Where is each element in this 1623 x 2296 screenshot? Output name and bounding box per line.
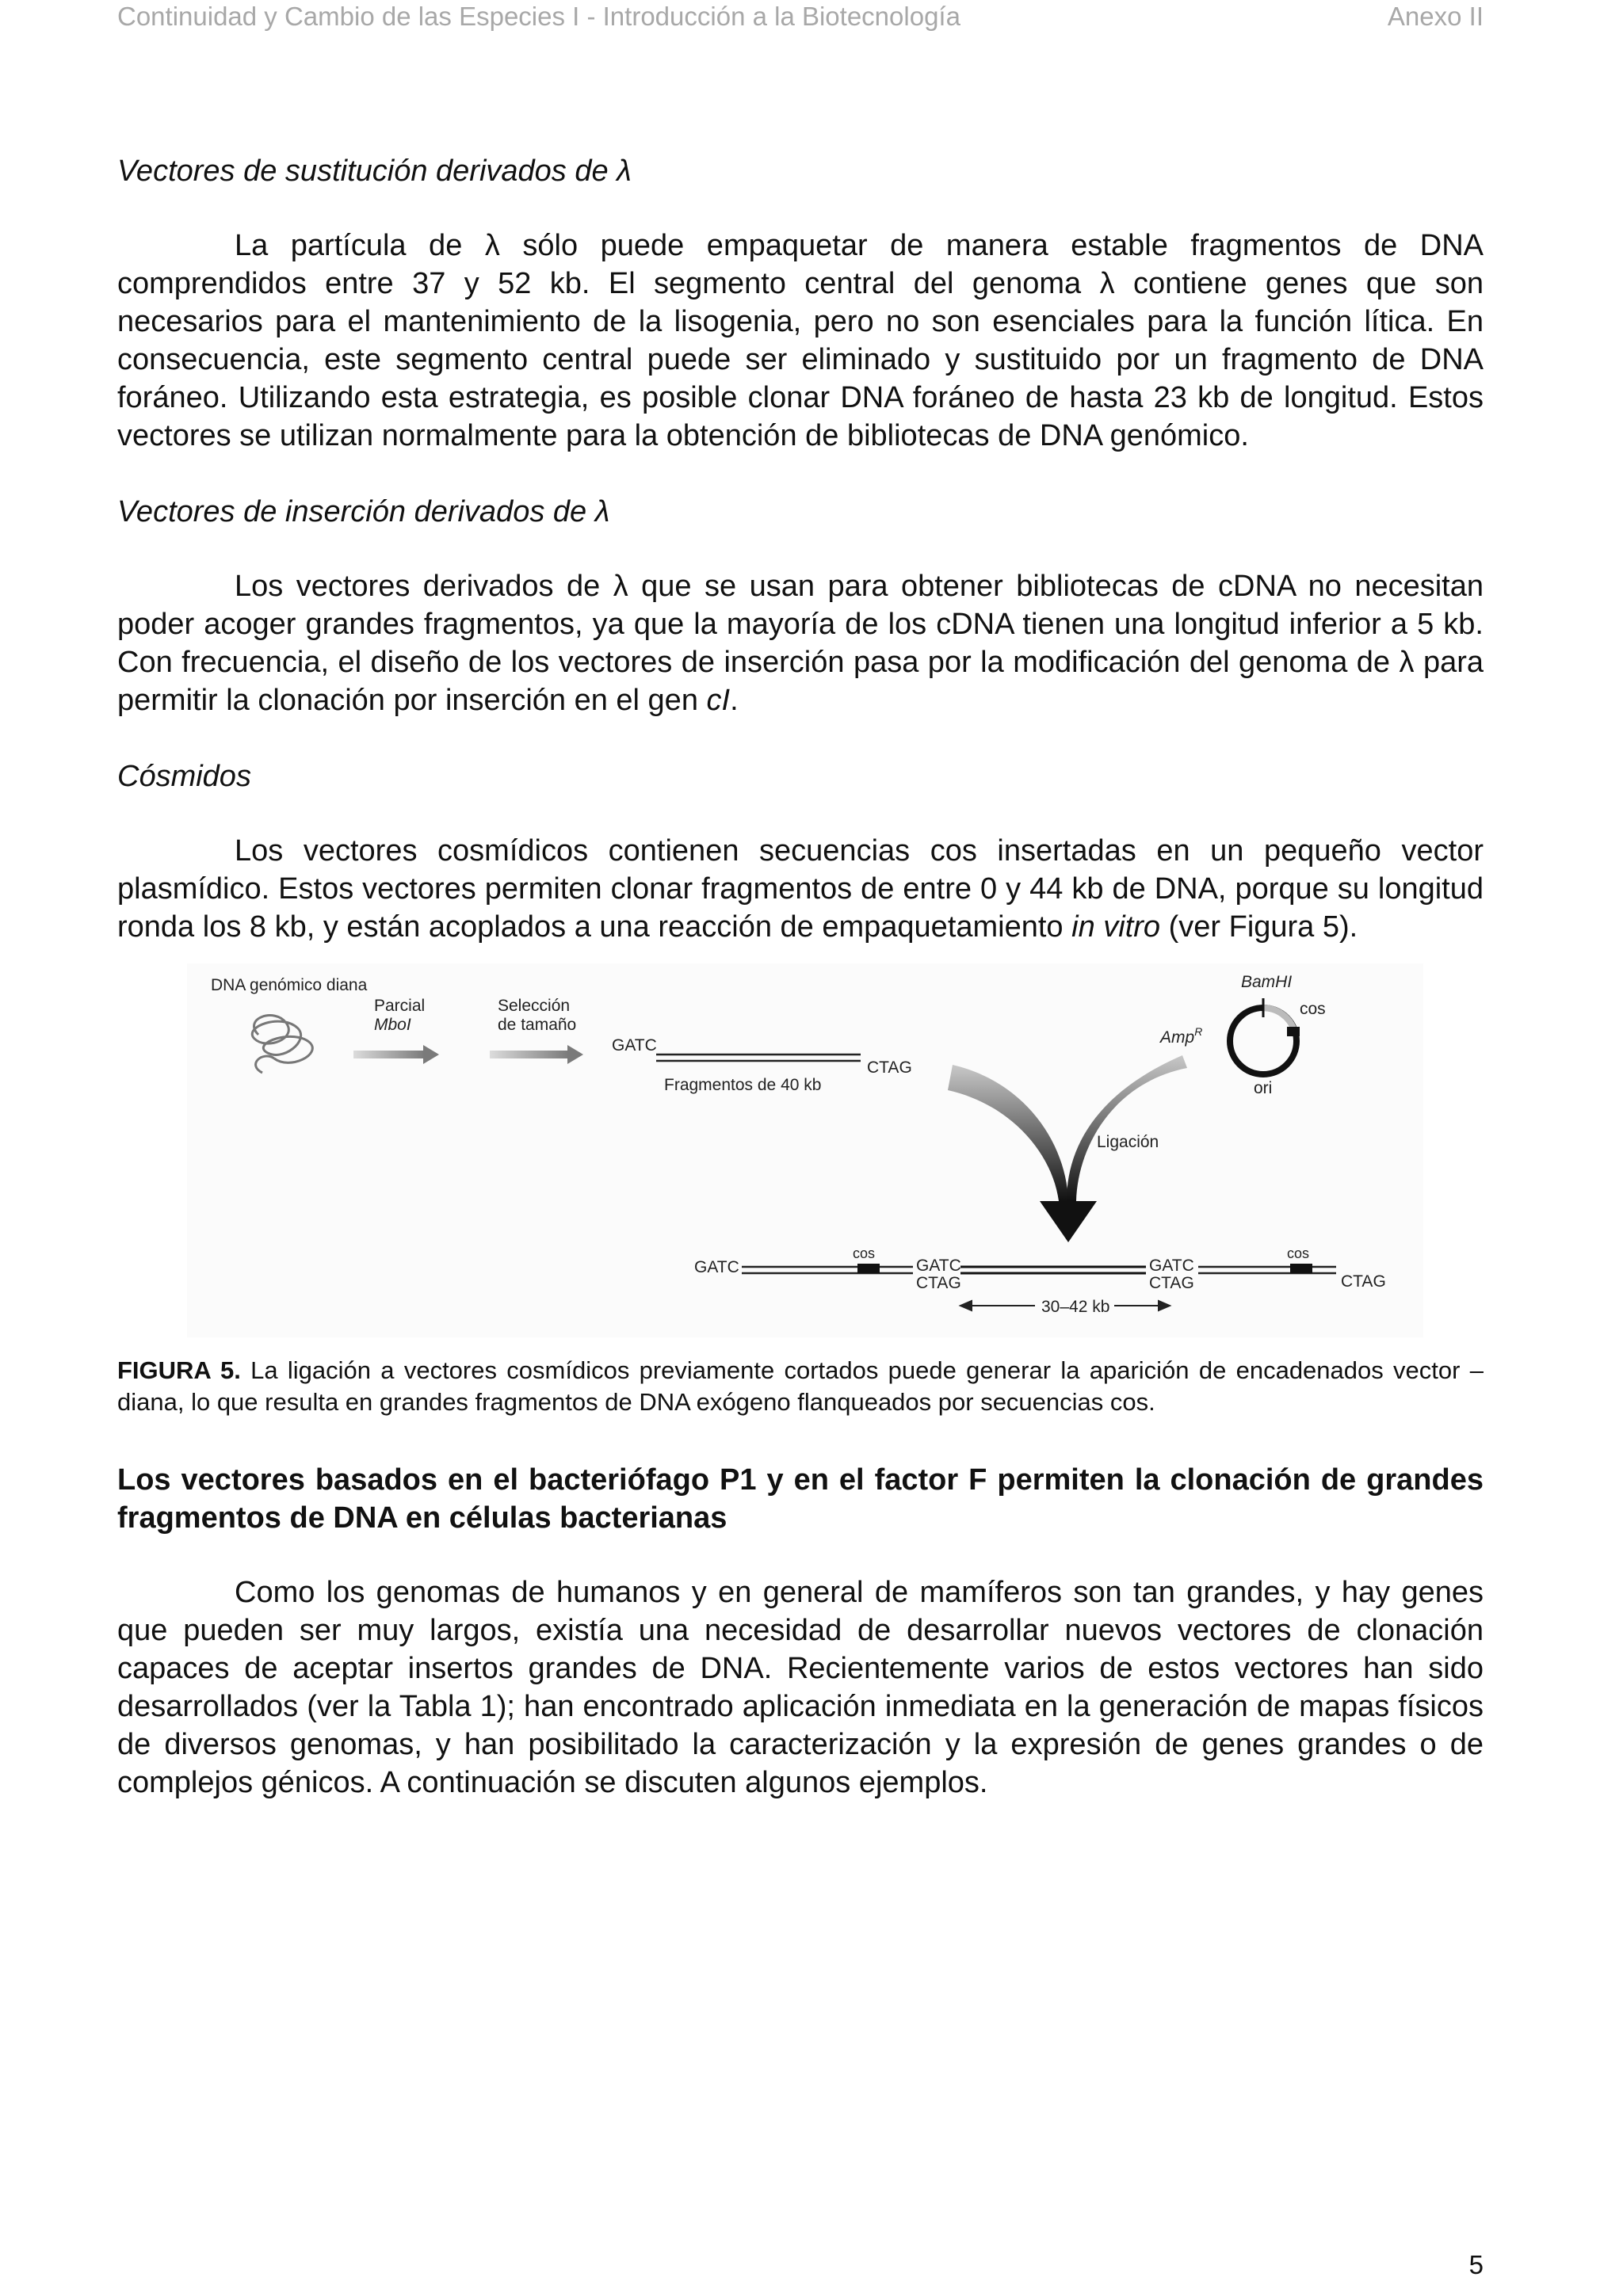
amp-text: Amp [1160, 1028, 1195, 1047]
in-vitro-term: in vitro [1071, 910, 1161, 944]
subheading-sustitucion: Vectores de sustitución derivados de λ [117, 154, 632, 188]
span-label: 30–42 kb [1041, 1298, 1110, 1316]
concatemer-ctag-mid-right: CTAG [1149, 1274, 1194, 1292]
header-title: Continuidad y Cambio de las Especies I - Introducción a la Biotecnología [117, 2, 960, 31]
concatemer-ctag-right: CTAG [1341, 1272, 1386, 1291]
paragraph-sustitucion: La partícula de λ sólo puede empaquetar de manera estable fragmentos de DNA comprendidos entre 37 y 52 kb. El segmento central del genoma λ contiene genes que son necesarios para el mantenimiento de la lisogenia, pero no son esenciales para la función lítica. En consecuencia, este segmento central puede ser eliminado y sustituido por un fragmento de DNA foráneo. Utilizando esta estrategia, es posible clonar DNA foráneo de hasta 23 kb de longitud. Estos vectores se utilizan normalmente para la obtención de bibliotecas de DNA genómico. [117, 229, 1484, 452]
fragment-gatc-label: GATC [612, 1036, 657, 1055]
figure-label: FIGURA 5. [117, 1356, 241, 1384]
cos-site-right [1290, 1264, 1312, 1273]
enzyme-label: MboI [374, 1016, 411, 1034]
subheading-insercion: Vectores de inserción derivados de λ [117, 495, 610, 528]
concatemer-gatc-mid-left: GATC [916, 1257, 961, 1275]
fragments-40kb-label: Fragmentos de 40 kb [664, 1076, 822, 1094]
page-number: 5 [1468, 2250, 1484, 2279]
paragraph-cosmidos-end: (ver Figura 5). [1160, 910, 1358, 944]
plasmid-cos-label: cos [1300, 1000, 1326, 1018]
figure-caption-text: La ligación a vectores cosmídicos previamente cortados puede generar la aparición de encadenados vector – diana, lo que resulta en grandes fragmentos de DNA exógeno flanqueados por secuencias cos. [117, 1356, 1484, 1416]
fragment-ctag-label: CTAG [867, 1058, 912, 1077]
cos-site-left [857, 1264, 880, 1273]
cosmid-cloning-diagram [187, 963, 1423, 1337]
partial-label: Parcial [374, 997, 426, 1015]
gene-name: cI [706, 684, 731, 717]
cos-label-left: cos [853, 1245, 876, 1261]
paragraph-insercion-end: . [730, 684, 739, 717]
cos-label-right: cos [1287, 1245, 1310, 1261]
paragraph-insercion-text: Los vectores derivados de λ que se usan para obtener bibliotecas de cDNA no necesitan poder acoger grandes fragmentos, ya que la mayoría de los cDNA tienen una longitud inferior a 5 kb. Con frecuencia, el diseño de los vectores de inserción pasa por la modificación del genoma de λ para permitir la clonación por inserción en el gen [117, 570, 1484, 717]
bamhi-label: BamHI [1241, 973, 1293, 991]
main-content [117, 152, 1484, 1802]
target-dna-label: DNA genómico diana [211, 976, 368, 994]
ligation-label: Ligación [1097, 1133, 1159, 1151]
paragraph-insercion [117, 567, 1484, 719]
running-header [117, 2, 1484, 36]
ori-label: ori [1254, 1079, 1273, 1097]
subheading-cosmidos: Cósmidos [117, 760, 251, 793]
amp-superscript: R [1194, 1025, 1203, 1038]
header-annex: Anexo II [1387, 2, 1484, 31]
paragraph-p1-f: Como los genomas de humanos y en general de mamíferos son tan grandes, y hay genes que pueden ser muy largos, existía una necesidad de desarrollar nuevos vectores de clonación capaces de aceptar insertos grandes de DNA. Recientemente varios de estos vectores han sido desarrollados (ver la Tabla 1); han encontrado aplicación inmediata en la generación de mapas físicos de diversos genomas, y han posibilitado la caracterización y la expresión de genes grandes o de complejos génicos. A continuación se discuten algunos ejemplos. [117, 1576, 1484, 1799]
figure-caption [117, 1355, 1484, 1418]
paragraph-cosmidos [117, 832, 1484, 946]
figure-5-diagram [187, 963, 1423, 1337]
concatemer-gatc-left: GATC [694, 1258, 739, 1276]
concatemer-gatc-mid-right: GATC [1149, 1257, 1194, 1275]
size-label: de tamaño [498, 1016, 577, 1034]
concatemer-ctag-mid-left: CTAG [916, 1274, 961, 1292]
section-heading-p1-f: Los vectores basados en el bacteriófago P1 y en el factor F permiten la clonación de grandes fragmentos de DNA en células bacterianas [117, 1463, 1484, 1535]
selection-label: Selección [498, 997, 571, 1015]
paragraph-cosmidos-text: Los vectores cosmídicos contienen secuencias cos insertadas en un pequeño vector plasmídico. Estos vectores permiten clonar fragmentos de entre 0 y 44 kb de DNA, porque su longitud ronda los 8 kb, y están acoplados a una reacción de empaquetamiento [117, 834, 1484, 944]
